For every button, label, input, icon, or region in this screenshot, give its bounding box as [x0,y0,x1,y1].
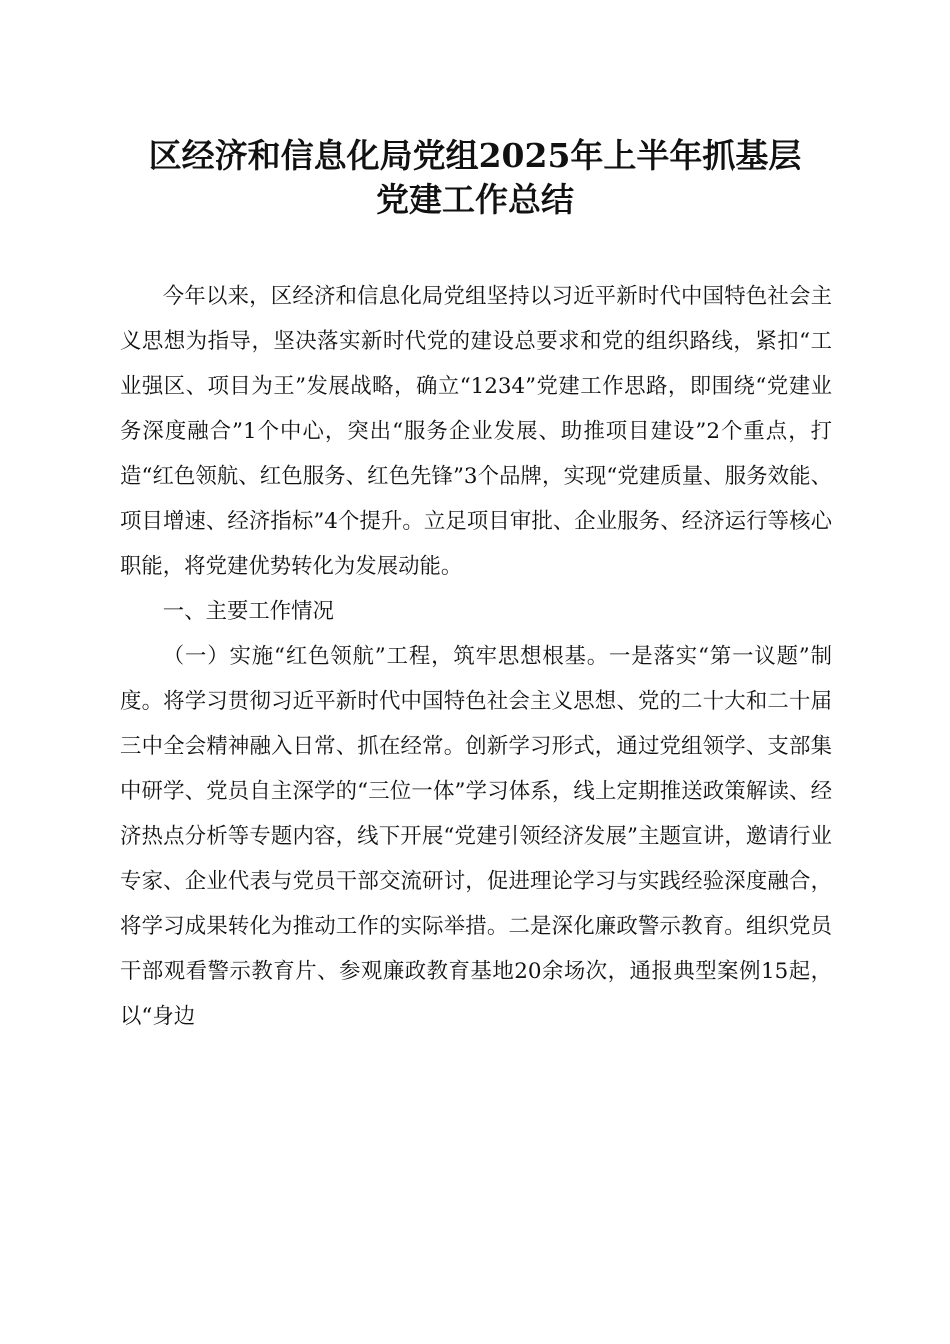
section-heading: 一、主要工作情况 [162,599,334,624]
title-line-2: 党建工作总结 [376,180,574,219]
title-line-1: 区经济和信息化局党组2025年上半年抓基层 [148,136,802,175]
document-title [100,134,850,222]
intro-paragraph: 今年以来，区经济和信息化局党组坚持以习近平新时代中国特色社会主义思想为指导，坚决落实新时代党的建设总要求和党的组织路线，紧扣“工业强区、项目为王”发展战略，确立“1234”党建工作思路，即围绕“党建业务深度融合”1个中心，突出“服务企业发展、助推项目建设”2个重点，打造“红色领航、红色服务、红色先锋”3个品牌，实现“党建质量、服务效能、项目增速、经济指标”4个提升。立足项目审批、企业服务、经济运行等核心职能，将党建优势转化为发展动能。 [120,284,832,579]
document-body [120,274,832,1039]
section-paragraph: （一）实施“红色领航”工程，筑牢思想根基。一是落实“第一议题”制度。将学习贯彻习近平新时代中国特色社会主义思想、党的二十大和二十届三中全会精神融入日常、抓在经常。创新学习形式，通过党组领学、支部集中研学、党员自主深学的“三位一体”学习体系，线上定期推送政策解读、经济热点分析等专题内容，线下开展“党建引领经济发展”主题宣讲，邀请行业专家、企业代表与党员干部交流研讨，促进理论学习与实践经验深度融合，将学习成果转化为推动工作的实际举措。二是深化廉政警示教育。组织党员干部观看警示教育片、参观廉政教育基地20余场次，通报典型案例15起，以“身边 [120,644,832,1029]
